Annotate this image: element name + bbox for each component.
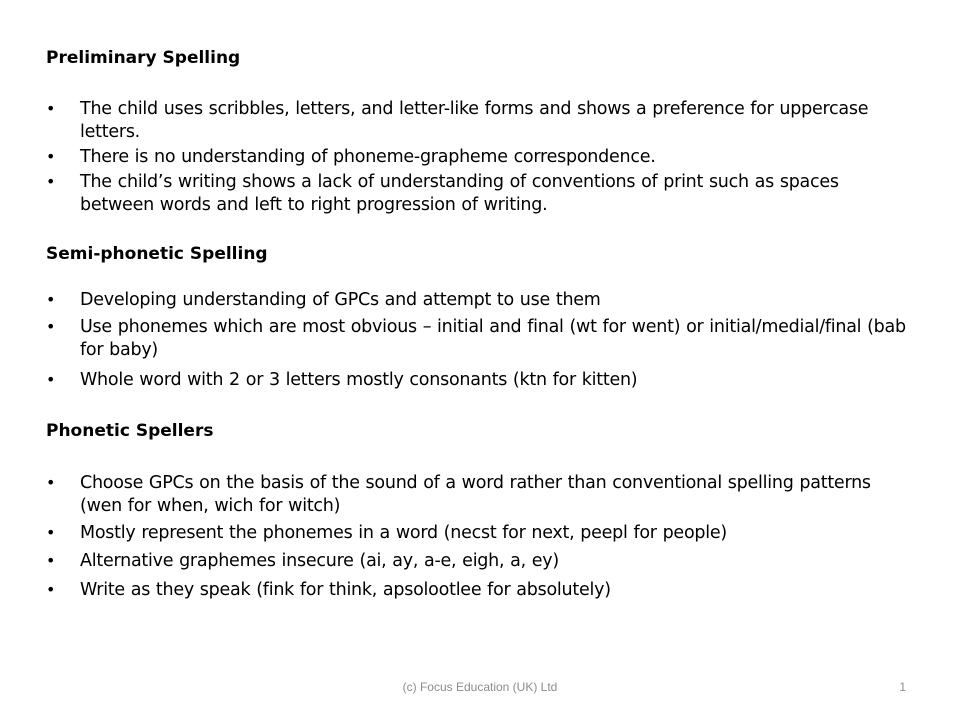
page-number: 1	[899, 680, 906, 694]
bullet-text: The child’s writing shows a lack of understanding of conventions of print such as spaces between words and left to right progression of writing.	[80, 172, 839, 215]
bullet-icon: •	[46, 317, 56, 336]
bullet-icon: •	[46, 290, 56, 309]
bullet-icon: •	[46, 370, 56, 389]
bullet-icon: •	[46, 580, 56, 599]
bullet-text: Whole word with 2 or 3 letters mostly consonants (ktn for kitten)	[80, 370, 638, 390]
bullet-text: Developing understanding of GPCs and attempt to use them	[80, 290, 601, 310]
bullet-icon: •	[46, 99, 56, 118]
heading-semi-phonetic-spelling: Semi-phonetic Spelling	[46, 244, 268, 264]
bullet-text: There is no understanding of phoneme-grapheme correspondence.	[80, 147, 656, 167]
bullet-icon: •	[46, 523, 56, 542]
footer-copyright: (c) Focus Education (UK) Ltd	[402, 680, 558, 694]
heading-phonetic-spellers: Phonetic Spellers	[46, 421, 214, 441]
heading-preliminary-spelling: Preliminary Spelling	[46, 48, 241, 68]
bullet-text: Alternative graphemes insecure (ai, ay, a-e, eigh, a, ey)	[80, 551, 559, 571]
bullet-text: Mostly represent the phonemes in a word (necst for next, peepl for people)	[80, 523, 727, 543]
bullet-icon: •	[46, 147, 56, 166]
bullet-text: Use phonemes which are most obvious – initial and final (wt for went) or initial/medial/final (bab for baby)	[80, 317, 906, 360]
bullet-icon: •	[46, 473, 56, 492]
bullet-icon: •	[46, 551, 56, 570]
bullet-text: Choose GPCs on the basis of the sound of a word rather than conventional spelling patterns (wen for when, wich for witch)	[80, 473, 871, 516]
bullet-text: The child uses scribbles, letters, and letter-like forms and shows a preference for uppercase letters.	[80, 99, 869, 142]
bullet-icon: •	[46, 172, 56, 191]
bullet-text: Write as they speak (fink for think, apsolootlee for absolutely)	[80, 580, 611, 600]
